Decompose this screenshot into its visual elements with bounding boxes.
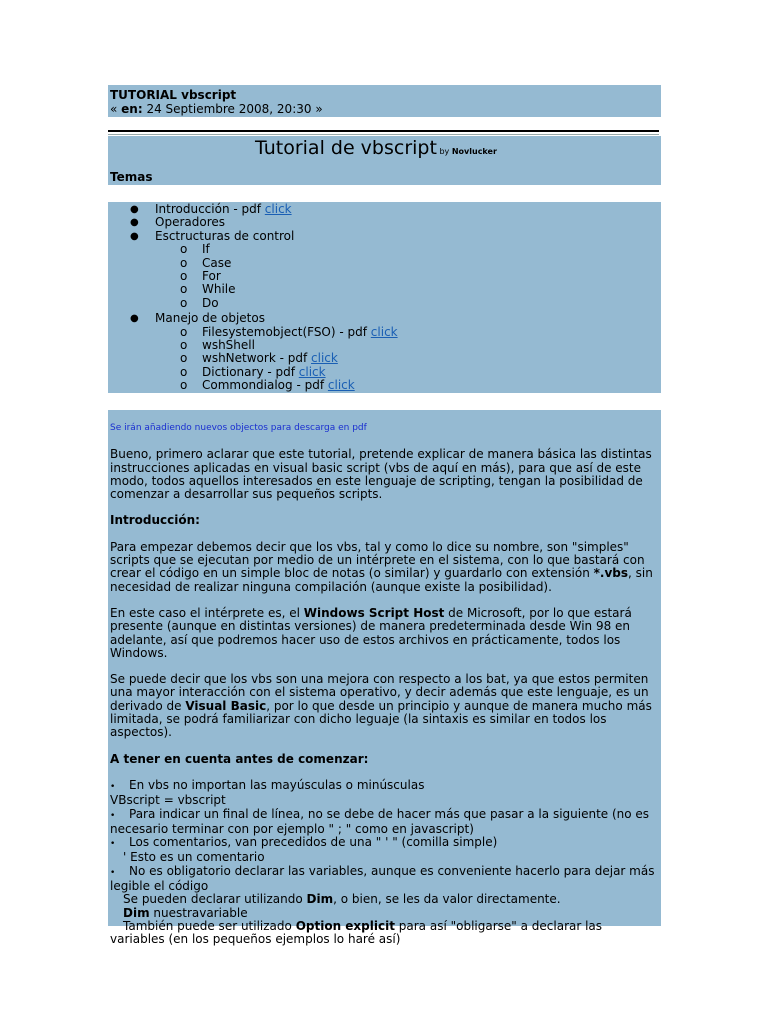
list-subitem: o Dictionary - pdf click [180,364,326,379]
post-title: TUTORIAL vbscript [110,88,237,102]
list-subitem: o If [180,242,210,257]
topics-heading: Temas [110,170,153,184]
bullet-icon: ● [130,230,139,242]
pdf-link-introduccion[interactable]: click [264,202,292,216]
code-example: VBscript = vbscript [110,793,226,808]
pdf-link-fso[interactable]: click [370,324,398,339]
paragraph: También puede ser utilizado Option explicit para así "obligarse" a declarar las variables (en los pequeños ejemplos lo haré así) [110,918,603,947]
bullet-icon: ● [130,204,139,215]
intro-paragraph: Bueno, primero aclarar que este tutorial, pretende explicar de manera básica las distintas instrucciones aplicadas en visual basic script (vbs de aquí en más), para que así de este modo, todos aquellos interesados en este lenguaje de scripting, tengan la posibilidad de comenzar a desarrollar sus pequeños scripts. [110,447,652,502]
pdf-link-wshnetwork[interactable]: click [311,351,338,366]
list-item: ● Introducción - pdf click [130,202,292,216]
code-example: ' Esto es un comentario [123,850,265,865]
update-note: Se irán añadiendo nuevos objectos para descarga en pdf [110,423,367,433]
list-subitem: o Do [180,295,219,310]
divider [108,130,659,132]
bullet-icon: • [110,867,116,878]
bullet-icon: • [110,839,116,850]
topics-list [108,202,661,393]
section-heading-tips: A tener en cuenta antes de comenzar: [110,751,369,766]
list-item: ● Operadores [130,215,225,230]
post-header [108,85,661,117]
list-item: • No es obligatorio declarar las variables, aunque es conveniente hacerlo para dejar más legible el código [110,863,655,894]
list-item: ● Esctructuras de control [130,228,295,243]
list-subitem: o wshShell [180,338,255,353]
tutorial-title-box [108,136,661,185]
list-item: • Para indicar un final de línea, no se debe de hacer más que pasar a la siguiente (no es necesario terminar con por ejemplo " ; " como en javascript) [110,806,650,836]
paragraph: Para empezar debemos decir que los vbs, tal y como lo dice su nombre, son "simples" scripts que se ejecutan por medio de un intérprete en el sistema, con lo que bastará con crear el código en un simple bloc de notas (o similar) y guardarlo con extensión *.vbs, sin necesidad de realizar ninguna compilación (aunque existe la posibilidad). [110,539,653,594]
pdf-link-dictionary[interactable]: click [298,364,326,379]
bullet-icon: • [110,781,116,792]
list-subitem: o wshNetwork - pdf click [180,351,338,366]
tutorial-title: Tutorial de vbscript by Novlucker [255,137,497,159]
author-name: Novlucker [451,147,497,156]
code-example: Dim nuestravariable [123,905,248,920]
list-subitem: o Commondialog - pdf click [180,378,355,393]
list-subitem: o Filesystemobject(FSO) - pdf click [180,324,398,339]
list-item: • Los comentarios, van precedidos de una " ' " (comilla simple) [110,836,659,851]
bullet-icon: ● [130,313,139,325]
section-heading-introduccion: Introducción: [110,513,200,528]
pdf-link-commondialog[interactable]: click [327,378,355,393]
paragraph: Se puede decir que los vbs son una mejora con respecto a los bat, ya que estos permiten una mayor interacción con el sistema operativo, y decir además que este lenguaje, es un derivado de Visual Basic, por lo que desde un principio y aunque de manera mucho más limitada, se podrá familiarizar con dicho leguaje (la sintaxis es similar en todos los aspectos). [110,672,652,740]
paragraph: En este caso el intérprete es, el Windows Script Host de Microsoft, por lo que estará presente (aunque en distintas versiones) de manera predeterminada desde Win 98 en adelante, así que podremos hacer uso de estos archivos en prácticamente, todos los Windows. [110,605,632,660]
divider-secondary [108,134,659,135]
post-date: « en: 24 Septiembre 2008, 20:30 » [110,102,323,116]
bullet-icon: • [110,810,116,821]
list-item: • En vbs no importan las mayúsculas o minúsculas [110,779,659,794]
paragraph: Se pueden declarar utilizando Dim, o bien, se les da valor directamente. [123,892,561,907]
list-subitem: o While [180,282,236,297]
list-subitem: o Case [180,255,232,270]
list-item: ● Manejo de objetos [130,311,265,326]
bullet-icon: ● [130,217,139,229]
tutorial-content [108,410,661,947]
list-subitem: o For [180,269,221,284]
